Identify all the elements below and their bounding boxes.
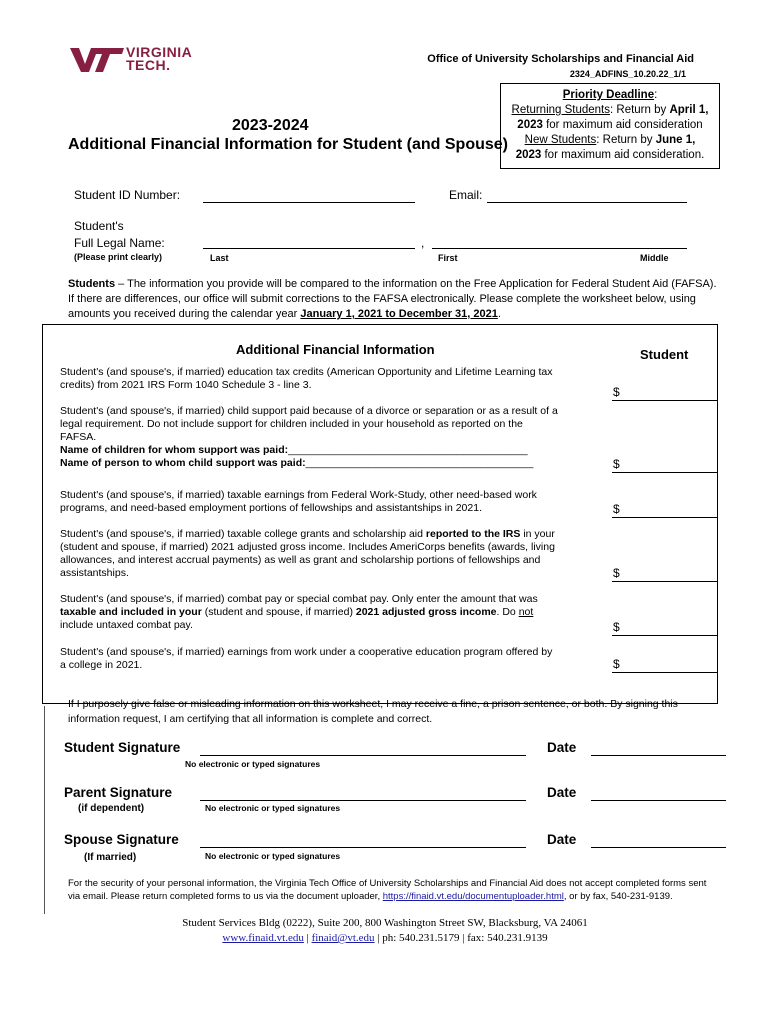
combat-bold-b: 2021 adjusted gross income [355, 606, 497, 618]
student-date-field[interactable] [591, 755, 726, 756]
spouse-signature-label: Spouse Signature [64, 832, 179, 847]
last-label: Last [210, 253, 229, 263]
separator: | [303, 932, 312, 944]
dollar-sign: $ [613, 566, 620, 580]
student-signature-field[interactable] [200, 755, 526, 756]
virginia-tech-logo [70, 46, 215, 76]
certification-statement: If I purposely give false or misleading information on this worksheet, I may receive a fine, a prison sentence, or both. By signing this information request, I am certifying that all information is complete and correct. [68, 698, 678, 725]
parent-signature-label: Parent Signature [64, 785, 173, 800]
form-title: Additional Financial Information for Student (and Spouse) [68, 136, 508, 153]
name-comma: , [421, 236, 425, 250]
logo-line-1: VIRGINIA [126, 44, 193, 60]
grants-bold: reported to the IRS [425, 528, 521, 540]
parent-signature-field[interactable] [200, 800, 526, 801]
education-tax-credits-amount[interactable] [612, 400, 718, 401]
returning-date: April 1, [669, 104, 709, 116]
children-line[interactable]: _________________________________________ [288, 444, 528, 456]
name-label-1: Student's [74, 219, 124, 233]
priority-heading: Priority Deadline [562, 89, 655, 101]
student-id-label: Student ID Number: [74, 188, 181, 202]
intro-text: – The information you provide will be compared to the information on the Free Application for Federal Student Aid (FAFSA). If there are differences, our office will submit corrections to the FAFSA electronically. Please complete the worksheet below, using amounts you received during the calendar year [68, 278, 717, 320]
returning-text-2: for maximum aid consideration [542, 119, 703, 131]
security-note [68, 878, 718, 903]
no-electronic-note: No electronic or typed signatures [185, 759, 321, 769]
intro-end: . [497, 308, 501, 320]
parent-signature-sub: (if dependent) [78, 803, 145, 814]
row-child-support [60, 405, 560, 470]
children-label: Name of children for whom support was paid: [60, 444, 289, 456]
returning-students-label: Returning Students [511, 104, 610, 116]
grants-text-a: Student's (and spouse's, if married) taxable college grants and scholarship aid [60, 528, 426, 540]
combat-bold-a: taxable and included in your [60, 606, 202, 618]
logo-line-2: TECH. [126, 57, 171, 73]
security-text-2: , or by fax, 540-231-9139. [563, 890, 673, 902]
dollar-sign: $ [613, 502, 620, 516]
no-electronic-note: No electronic or typed signatures [205, 803, 341, 813]
dollar-sign: $ [613, 620, 620, 634]
name-label-2: Full Legal Name: [74, 236, 165, 250]
phone-fax: | ph: 540.231.5179 | fax: 540.231.9139 [374, 932, 548, 944]
combat-text-d: include untaxed combat pay. [60, 619, 193, 631]
student-signature-label: Student Signature [64, 740, 181, 755]
student-column-header: Student [640, 347, 689, 362]
child-support-text: Student's (and spouse's, if married) child support paid because of a divorce or separation or as a result of a legal requirement. Do not include support for children included in your household as reported on the FAFSA. [60, 405, 558, 443]
new-text-2: for maximum aid consideration. [541, 149, 705, 161]
parent-date-field[interactable] [591, 800, 726, 801]
intro-period: January 1, 2021 to December 31, 2021 [300, 308, 498, 320]
grants-text-b: in your (student and spouse, if married) 2021 adjusted gross income. Includes AmeriCorps benefits (awards, living allowances, and interest accrual payments) as well as grant and scholarship portions of fellowships and assistantships. [60, 528, 555, 579]
no-electronic-note: No electronic or typed signatures [205, 851, 341, 861]
email-field[interactable] [487, 202, 687, 203]
dollar-sign: $ [613, 385, 620, 399]
student-date-label: Date [547, 740, 577, 755]
row-grants-scholarships [60, 528, 560, 580]
new-date: June 1, [655, 134, 696, 146]
returning-year: 2023 [517, 119, 543, 131]
intro-paragraph [68, 277, 718, 322]
email-link[interactable]: finaid@vt.edu [311, 932, 375, 944]
form-year: 2023-2024 [232, 117, 309, 134]
vt-logo-mark-icon [70, 46, 124, 74]
footer-contact [0, 932, 770, 944]
new-year: 2023 [515, 149, 542, 161]
row-work-study: Student's (and spouse's, if married) taxable earnings from Federal Work-Study, other need-based work programs, and need-based employment portions of fellowships and assistantships in 2021. [60, 489, 537, 514]
colon: : [654, 89, 658, 101]
dollar-sign: $ [613, 657, 620, 671]
combat-text-b: (student and spouse, if married) [201, 606, 356, 618]
document-uploader-link[interactable]: https://finaid.vt.edu/documentuploader.html [382, 890, 564, 902]
first-label: First [438, 253, 458, 263]
combat-pay-amount[interactable] [612, 635, 718, 636]
row-combat-pay [60, 593, 560, 632]
parent-date-label: Date [547, 785, 577, 800]
combat-text-a: Student's (and spouse's, if married) combat pay or special combat pay. Only enter the amount that was [60, 593, 538, 605]
combat-not: not [518, 606, 534, 618]
person-line[interactable]: _______________________________________ [305, 457, 534, 469]
row-education-tax-credits: Student's (and spouse's, if married) education tax credits (American Opportunity and Lifetime Learning tax credits) from 2021 IRS Form 1040 Schedule 3 - line 3. [60, 366, 553, 391]
first-middle-name-field[interactable] [432, 248, 687, 249]
new-students-label: New Students [524, 134, 597, 146]
new-text: : Return by [596, 134, 656, 146]
person-label: Name of person to whom child support was paid: [60, 457, 306, 469]
middle-label: Middle [640, 253, 669, 263]
cooperative-education-amount[interactable] [612, 672, 718, 673]
website-link[interactable]: www.finaid.vt.edu [222, 932, 304, 944]
email-label: Email: [449, 188, 483, 202]
form-code: 2324_ADFINS_10.20.22_1/1 [569, 69, 686, 79]
priority-deadline-box [500, 83, 720, 169]
dollar-sign: $ [613, 457, 620, 471]
spouse-signature-sub: (If married) [84, 852, 137, 863]
combat-text-c: . Do [496, 606, 519, 618]
child-support-amount[interactable] [612, 472, 718, 473]
grants-amount[interactable] [612, 581, 718, 582]
spouse-date-label: Date [547, 832, 577, 847]
office-name: Office of University Scholarships and Financial Aid [427, 53, 694, 65]
work-study-amount[interactable] [612, 517, 718, 518]
intro-lead: Students [68, 278, 116, 290]
row-cooperative-education: Student's (and spouse's, if married) earnings from work under a cooperative education program offered by a college in 2021. [60, 646, 553, 671]
table-heading: Additional Financial Information [236, 342, 435, 357]
last-name-field[interactable] [203, 248, 415, 249]
student-id-field[interactable] [203, 202, 415, 203]
spouse-date-field[interactable] [591, 847, 726, 848]
spouse-signature-field[interactable] [200, 847, 526, 848]
returning-text: : Return by [610, 104, 670, 116]
margin-rule [44, 706, 45, 914]
security-text: For the security of your personal information, the Virginia Tech Office of University Scholarships and Financial Aid does not accept completed forms sent via email. Please return completed forms to us via the document uploader, [68, 878, 707, 902]
footer-address: Student Services Bldg (0222), Suite 200, 800 Washington Street SW, Blacksburg, VA 24061 [182, 917, 588, 929]
print-clearly-note: (Please print clearly) [74, 252, 163, 262]
